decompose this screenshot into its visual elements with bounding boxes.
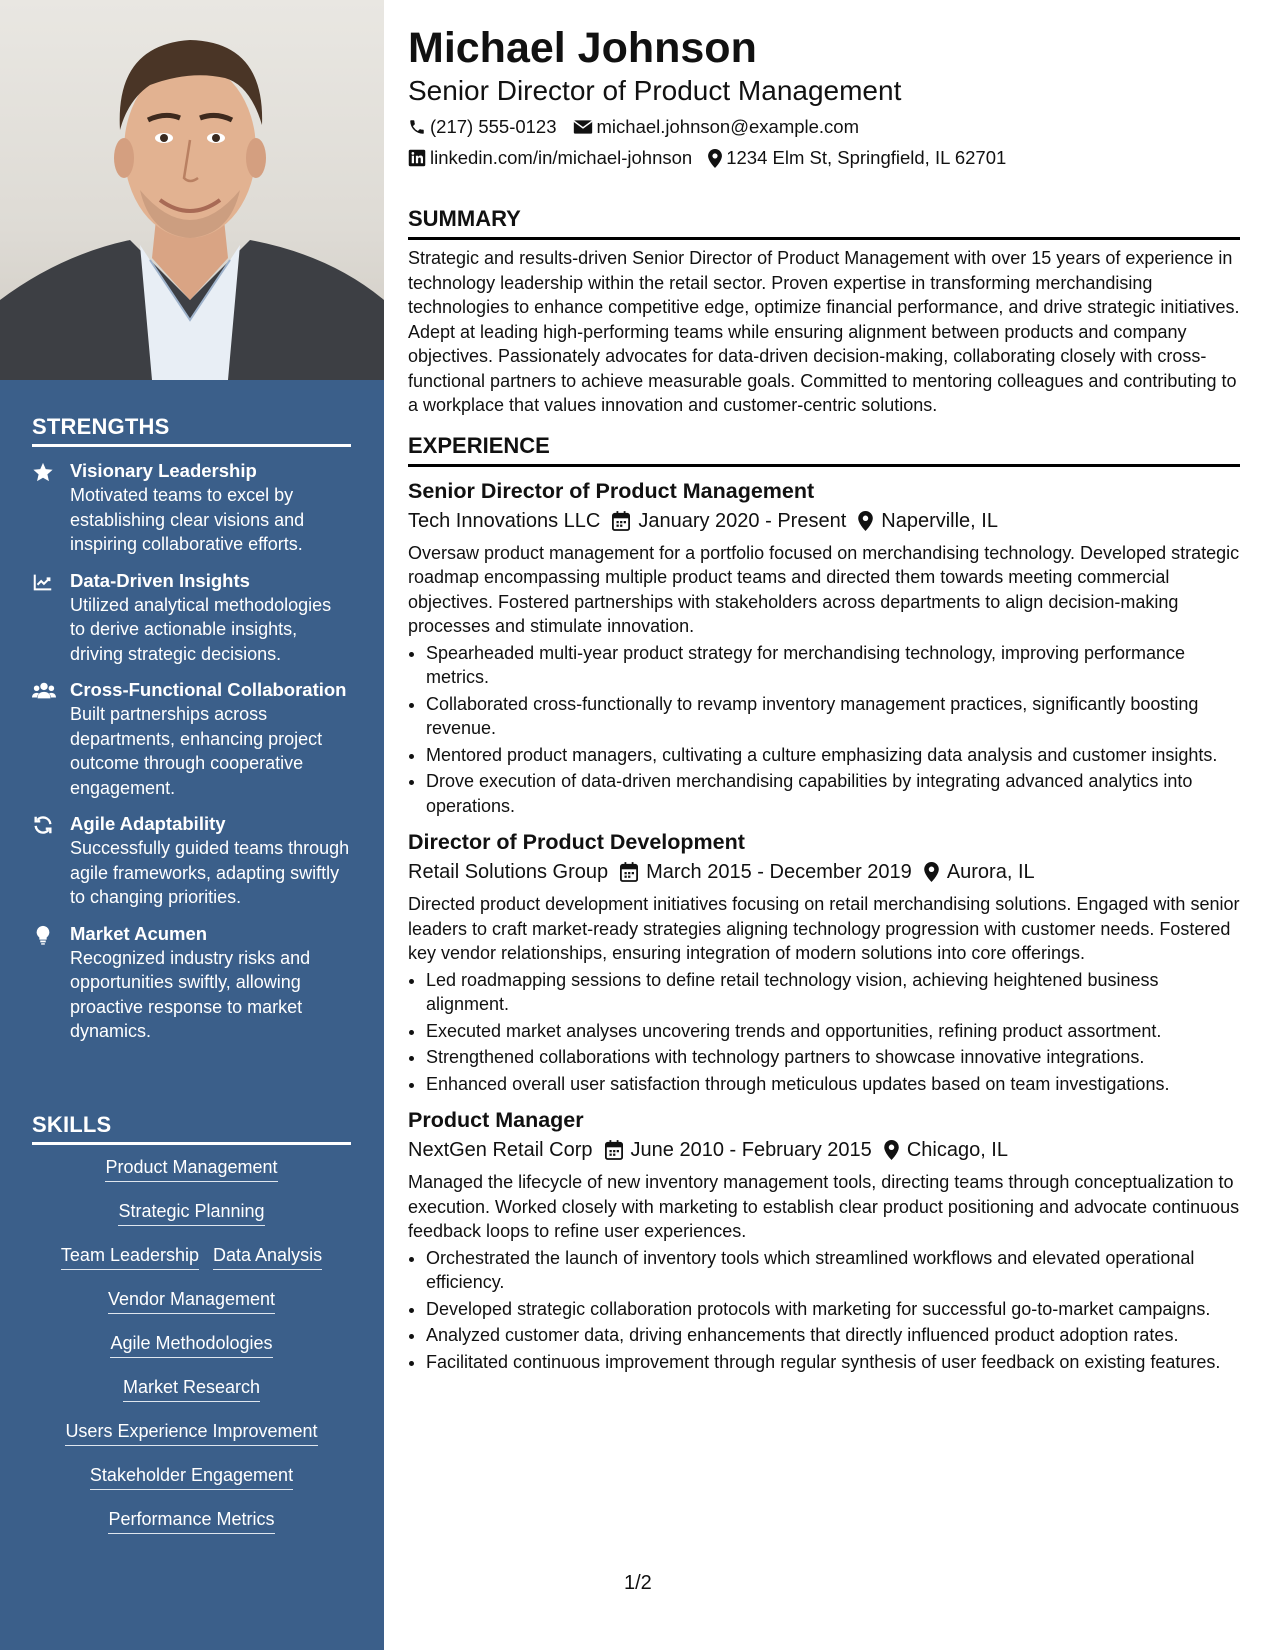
skill-tag: Team Leadership: [61, 1243, 199, 1270]
job-meta: [408, 1136, 1240, 1164]
summary-text: Strategic and results-driven Senior Director of Product Management with over 15 years of experience in technology leadership within the retail sector. Proven expertise in transforming merchandising technologies to enhance competitive edge, optimize financial performance, and drive strategic initiatives. Adept at leading high-performing teams while ensuring alignment between products and company objectives. Passionately advocates for data-driven decision-making, collaborating closely with cross-functional partners to achieve measurable goals. Committed to mentoring colleagues and contributing to a workplace that values innovation and customer-centric solutions.: [408, 248, 1240, 415]
map-pin-icon: [708, 149, 722, 168]
job-location-text: Aurora, IL: [946, 861, 1035, 883]
job-location: [884, 1136, 1008, 1164]
strength-title: Cross-Functional Collaboration: [70, 679, 347, 700]
job-location-text: Chicago, IL: [906, 1139, 1008, 1161]
skill-tag: Market Research: [123, 1375, 260, 1402]
strength-item: [32, 922, 351, 1044]
job-entry: [408, 477, 1240, 819]
job-bullets: [408, 968, 1240, 1097]
strengths-heading: STRENGTHS: [32, 414, 351, 447]
strength-desc: Motivated teams to excel by establishing clear visions and inspiring collaborative efforts.: [70, 485, 305, 554]
job-bullet: • Led roadmapping sessions to define retail technology vision, achieving heightened business alignment.: [426, 968, 1240, 1017]
job-bullet: • Spearheaded multi-year product strategy for merchandising technology, improving performance metrics.: [426, 641, 1240, 690]
sync-icon: [32, 814, 54, 836]
job-bullet: • Orchestrated the launch of inventory tools which streamlined workflows and elevated operational efficiency.: [426, 1246, 1240, 1295]
job-dates: [612, 507, 846, 535]
job-entry: [408, 1106, 1240, 1374]
phone-contact[interactable]: [408, 114, 557, 140]
map-pin-icon: [924, 862, 939, 882]
job-title: Director of Product Development: [408, 830, 745, 854]
strength-desc: Recognized industry risks and opportunities swiftly, allowing proactive response to market dynamics.: [70, 947, 311, 1041]
job-meta: [408, 858, 1240, 886]
strength-item: [32, 678, 351, 800]
job-bullet: • Enhanced overall user satisfaction through meticulous updates based on team investigations.: [426, 1072, 1240, 1097]
page-number: 1/2: [624, 1572, 652, 1594]
skill-tag: Stakeholder Engagement: [90, 1463, 293, 1490]
strength-item: [32, 569, 351, 667]
skill-tag: Data Analysis: [213, 1243, 322, 1270]
lightbulb-icon: [32, 924, 54, 946]
job-bullet: • Executed market analyses uncovering trends and opportunities, refining product assortment.: [426, 1019, 1240, 1044]
skill-tag: Performance Metrics: [108, 1507, 274, 1534]
job-dates-text: June 2010 - February 2015: [630, 1139, 872, 1161]
job-bullet: • Drove execution of data-driven merchandising capabilities by integrating advanced analytics into operations.: [426, 769, 1240, 818]
job-location: [924, 858, 1035, 886]
linkedin-contact[interactable]: [408, 145, 692, 171]
job-bullet: • Collaborated cross-functionally to revamp inventory management practices, significantly boosting revenue.: [426, 692, 1240, 741]
calendar-icon: [605, 1140, 623, 1160]
phone-text: (217) 555-0123: [430, 116, 557, 137]
job-location: [858, 507, 998, 535]
job-company: NextGen Retail Corp: [408, 1139, 593, 1161]
email-text: michael.johnson@example.com: [596, 116, 860, 137]
job-title: Senior Director of Product Management: [408, 478, 815, 503]
job-bullets: [408, 641, 1240, 819]
skill-tag: Agile Methodologies: [110, 1331, 272, 1358]
summary-heading: SUMMARY: [408, 205, 1240, 240]
strength-title: Visionary Leadership: [70, 460, 257, 481]
strength-title: Data-Driven Insights: [70, 569, 250, 591]
phone-icon: [408, 118, 426, 136]
experience-heading: EXPERIENCE: [408, 432, 1240, 467]
skill-tag: Users Experience Improvement: [65, 1419, 317, 1446]
skill-tag: Strategic Planning: [118, 1199, 264, 1226]
candidate-title: Senior Director of Product Management: [408, 75, 902, 106]
strength-desc: Built partnerships across departments, enhancing project outcome through cooperative engagement.: [70, 704, 323, 798]
job-entry: [408, 828, 1240, 1096]
strength-title: Market Acumen: [70, 922, 208, 944]
profile-photo: [0, 0, 384, 380]
job-bullet: • Strengthened collaborations with technology partners to showcase innovative integrations.: [426, 1045, 1240, 1070]
strength-desc: Successfully guided teams through agile frameworks, adapting swiftly to changing priorities.: [70, 838, 350, 907]
job-bullet: • Facilitated continuous improvement through regular synthesis of user feedback on existing features.: [426, 1350, 1240, 1375]
job-dates-text: January 2020 - Present: [638, 509, 847, 532]
job-bullet: • Mentored product managers, cultivating a culture emphasizing data analysis and customer insights.: [426, 743, 1240, 768]
job-description: Oversaw product management for a portfolio focused on merchandising technology. Developed strategic roadmap encompassing multiple product teams and directed them towards meeting commercial objectives. Fostered partnerships with stakeholders across departments to align decision-making processes and stimulate innovation.: [408, 542, 1240, 636]
sidebar: [0, 0, 384, 1650]
job-meta: [408, 507, 1240, 535]
map-pin-icon: [858, 511, 873, 531]
job-bullet: • Analyzed customer data, driving enhancements that directly influenced product adoption rates.: [426, 1323, 1240, 1348]
chart-line-icon: [32, 571, 54, 593]
job-title: Product Manager: [408, 1108, 584, 1132]
skills-section: [32, 1112, 351, 1551]
job-description: Directed product development initiatives focusing on retail merchandising solutions. Engaged with senior leaders to craft market-ready strategies aligning technology progression with customer needs. Fostered key vendor relationships, ensuring integration of modern solutions into core offerings.: [408, 894, 1240, 963]
skill-tag: Product Management: [105, 1155, 277, 1182]
calendar-icon: [612, 511, 630, 531]
strength-item: [32, 459, 351, 557]
strengths-section: [32, 414, 351, 1044]
skill-tag: Vendor Management: [108, 1287, 275, 1314]
skills-list: [32, 1155, 351, 1534]
star-icon: [32, 461, 54, 483]
candidate-name: Michael Johnson: [408, 24, 757, 72]
linkedin-icon: [408, 149, 426, 167]
strength-title: Agile Adaptability: [70, 813, 226, 834]
job-bullets: [408, 1246, 1240, 1375]
email-contact[interactable]: [573, 114, 860, 140]
job-dates-text: March 2015 - December 2019: [646, 861, 912, 883]
job-dates: [620, 858, 912, 886]
contact-row-1: [408, 114, 1240, 140]
main-content: [408, 22, 1240, 1376]
address-text: 1234 Elm St, Springfield, IL 62701: [726, 147, 1007, 168]
users-icon: [32, 680, 54, 702]
job-dates: [605, 1136, 872, 1164]
job-company: Retail Solutions Group: [408, 861, 609, 883]
job-location-text: Naperville, IL: [881, 509, 998, 532]
job-description: Managed the lifecycle of new inventory management tools, directing teams through conceptualization to execution. Worked closely with marketing to establish clear product positioning and advocate continuous feedback loops to refine user experiences.: [408, 1172, 1240, 1241]
envelope-icon: [573, 119, 593, 135]
calendar-icon: [620, 862, 638, 882]
map-pin-icon: [884, 1140, 899, 1160]
linkedin-text: linkedin.com/in/michael-johnson: [430, 147, 693, 168]
skills-heading: SKILLS: [32, 1112, 351, 1145]
job-company: Tech Innovations LLC: [408, 509, 601, 532]
contact-row-2: [408, 145, 1240, 171]
address-contact: [708, 145, 1006, 171]
strength-item: [32, 812, 351, 910]
job-bullet: • Developed strategic collaboration protocols with marketing for successful go-to-market campaigns.: [426, 1297, 1240, 1322]
strength-desc: Utilized analytical methodologies to derive actionable insights, driving strategic decisions.: [70, 594, 332, 664]
